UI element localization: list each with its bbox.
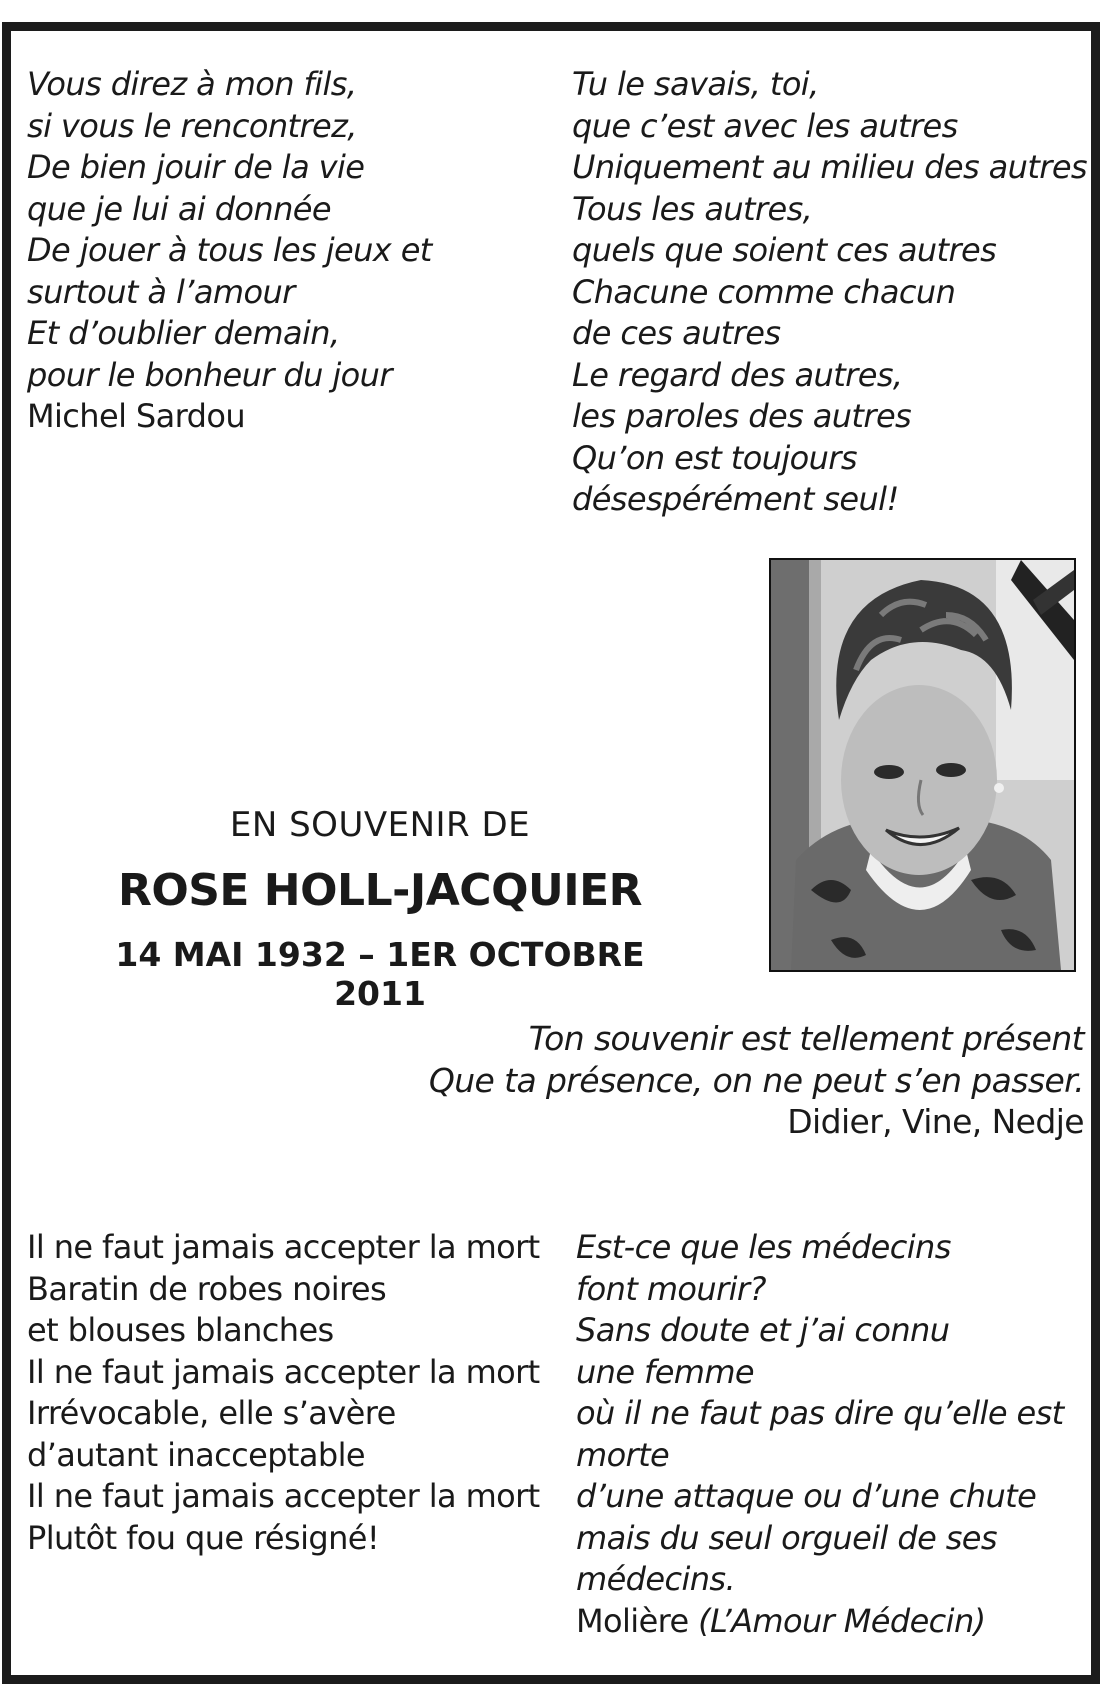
poem-bottom-left [27, 1227, 540, 1559]
quote-signature: Didier, Vine, Nedje [787, 1102, 1084, 1141]
life-dates: 14 MAI 1932 – 1ER OCTOBRE 2011 [115, 935, 645, 1013]
poem-line: Irrévocable, elle s’avère [27, 1394, 396, 1432]
poem-line: une femme [576, 1352, 755, 1391]
poem-line: Uniquement au milieu des autres [572, 148, 1087, 186]
poem-line: et blouses blanches [27, 1311, 334, 1349]
poem-line: Plutôt fou que résigné! [27, 1518, 380, 1557]
poem-line: morte [576, 1435, 670, 1474]
poem-top-right [572, 64, 1087, 521]
poem-line: d’une attaque ou d’une chute [576, 1477, 1037, 1515]
portrait-photo [769, 558, 1076, 972]
poem-line: Et d’oublier demain, [27, 314, 340, 352]
deceased-name: ROSE HOLL-JACQUIER [117, 865, 643, 916]
poem-attribution: Michel Sardou [27, 397, 246, 435]
poem-line: de ces autres [572, 314, 781, 352]
memorial-intro: EN SOUVENIR DE [229, 805, 531, 845]
poem-line: quels que soient ces autres [572, 231, 997, 269]
poem-line: si vous le rencontrez, [27, 106, 357, 145]
poem-line: Il ne faut jamais accepter la mort [27, 1477, 540, 1515]
poem-line: surtout à l’amour [27, 272, 295, 311]
portrait-image [771, 560, 1074, 970]
poem-line: De jouer à tous les jeux et [27, 231, 432, 269]
quote-line: Ton souvenir est tellement présent [528, 1019, 1084, 1058]
poem-line: médecins. [576, 1560, 736, 1598]
poem-line: Il ne faut jamais accepter la mort [27, 1228, 540, 1266]
poem-line: Le regard des autres, [572, 355, 903, 394]
poem-line: font mourir? [576, 1269, 766, 1308]
poem-line: Il ne faut jamais accepter la mort [27, 1352, 540, 1391]
poem-line: Sans doute et j’ai connu [576, 1311, 950, 1349]
poem-line: pour le bonheur du jour [27, 355, 392, 394]
poem-line: Est-ce que les médecins [576, 1228, 951, 1266]
poem-line: Tous les autres, [572, 189, 813, 228]
quote-line: Que ta présence, on ne peut s’en passer. [428, 1060, 1084, 1100]
poem-line: désespérément seul! [572, 480, 899, 518]
poem-line: que je lui ai donnée [27, 189, 331, 228]
poem-line: mais du seul orgueil de ses [576, 1518, 997, 1557]
poem-bottom-right [576, 1227, 1064, 1642]
poem-line: Chacune comme chacun [572, 272, 956, 311]
poem-line: où il ne faut pas dire qu’elle est [576, 1394, 1064, 1432]
attribution-author: Molière [576, 1601, 699, 1640]
poem-line: d’autant inacceptable [27, 1435, 365, 1474]
poem-line: que c’est avec les autres [572, 106, 958, 145]
poem-line: les paroles des autres [572, 397, 912, 435]
poem-attribution [576, 1601, 1064, 1643]
poem-line: Vous direz à mon fils, [27, 65, 357, 103]
family-quote [429, 1018, 1084, 1143]
poem-line: De bien jouir de la vie [27, 148, 365, 186]
poem-line: Tu le savais, toi, [572, 65, 819, 103]
poem-top-left [27, 64, 432, 438]
poem-line: Qu’on est toujours [572, 438, 857, 477]
poem-line: Baratin de robes noires [27, 1269, 387, 1308]
attribution-work: (L’Amour Médecin) [698, 1601, 986, 1640]
